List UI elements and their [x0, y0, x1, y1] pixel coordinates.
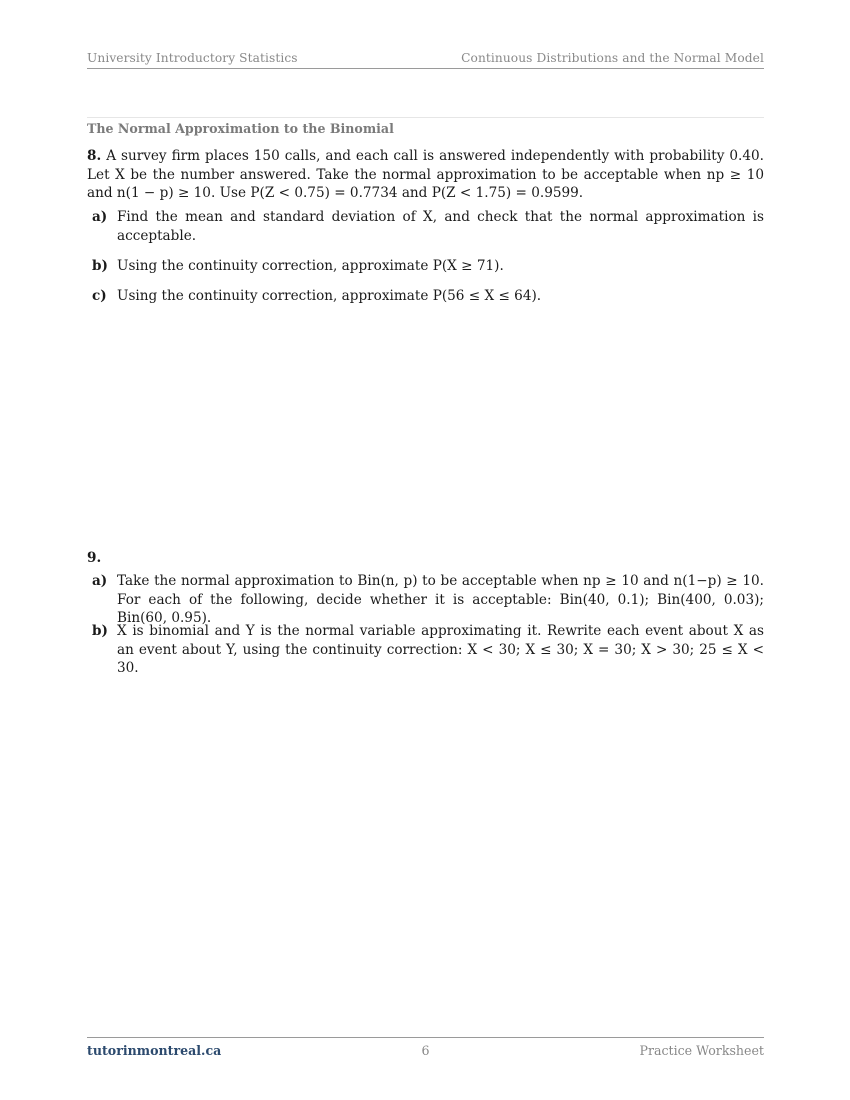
problem-9-number: 9. — [87, 550, 102, 566]
page-header — [87, 51, 764, 65]
problem-9-statement — [87, 549, 764, 568]
problem-8-part-a — [92, 208, 764, 245]
part-text: X is binomial and Y is the normal variable approximating it. Rewrite each event about X as an event about Y, using the continuity correction: X < 30; X ≤ 30; X = 30; X > 30; 25 ≤ X < 30. — [117, 623, 764, 677]
footer-worksheet-label: Practice Worksheet — [639, 1043, 764, 1058]
header-divider — [87, 68, 764, 69]
problem-8-number: 8. — [87, 148, 102, 164]
problem-9-part-b — [92, 622, 764, 678]
section-title: The Normal Approximation to the Binomial — [87, 121, 394, 136]
part-text: Take the normal approximation to Bin(n, p) to be acceptable when np ≥ 10 and n(1−p) ≥ 10. For each of the following, decide whether it is acceptable: Bin(40, 0.1); Bin(400, 0.03); Bin(60, 0.95). — [117, 573, 764, 627]
footer-divider — [87, 1037, 764, 1038]
part-text: Find the mean and standard deviation of X, and check that the normal approximation is acceptable. — [117, 209, 764, 244]
part-label: a) — [92, 573, 108, 589]
problem-8-statement — [87, 147, 764, 203]
problem-8-part-c — [92, 287, 764, 306]
problem-9-part-a — [92, 572, 764, 628]
part-label: a) — [92, 209, 108, 225]
page-footer — [87, 1043, 764, 1058]
problem-8-part-b — [92, 257, 764, 276]
header-course-title: University Introductory Statistics — [87, 51, 298, 65]
footer-page-number: 6 — [421, 1043, 430, 1058]
problem-8-text: A survey firm places 150 calls, and each call is answered independently with probability 0.40. Let X be the number answered. Take the normal approximation to be acceptable when np ≥ 10 and n(1 − p) ≥ 10. Use P(Z < 0.75) = 0.7734 and P(Z < 1.75) = 0.9599. — [87, 148, 764, 202]
part-label: b) — [92, 258, 108, 274]
part-text: Using the continuity correction, approximate P(56 ≤ X ≤ 64). — [117, 288, 542, 304]
header-chapter-title: Continuous Distributions and the Normal Model — [461, 51, 764, 65]
part-text: Using the continuity correction, approximate P(X ≥ 71). — [117, 258, 504, 274]
part-label: b) — [92, 623, 108, 639]
section-divider — [87, 117, 764, 118]
footer-site-link[interactable]: tutorinmontreal.ca — [87, 1043, 222, 1058]
part-label: c) — [92, 288, 107, 304]
